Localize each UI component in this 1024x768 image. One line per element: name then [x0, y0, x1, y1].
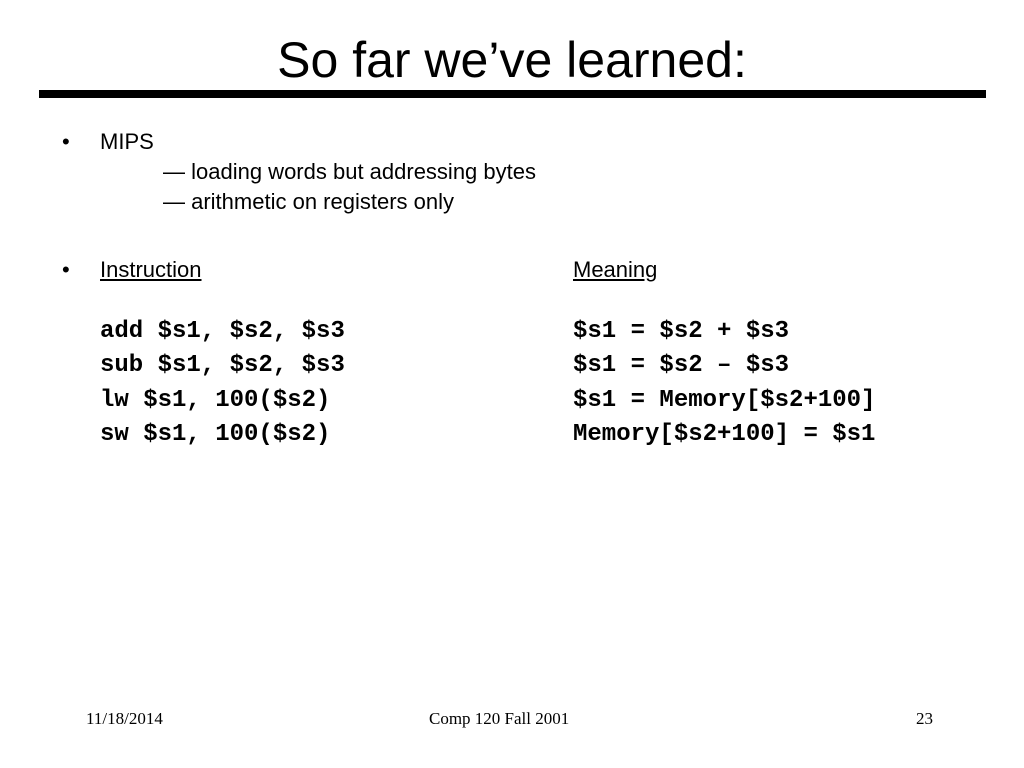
- footer-course: Comp 120 Fall 2001: [429, 709, 570, 728]
- meaning-column-header: Meaning: [573, 257, 658, 282]
- meaning-add: $s1 = $s2 + $s3: [573, 318, 790, 345]
- mips-subitem-loading: — loading words but addressing bytes: [163, 159, 536, 184]
- instruction-lw: lw $s1, 100($s2): [100, 387, 331, 414]
- title-divider: [39, 90, 986, 98]
- meaning-sub: $s1 = $s2 – $s3: [573, 352, 790, 379]
- instruction-column-header: Instruction: [100, 257, 202, 282]
- bullet-marker-mips: •: [62, 129, 70, 154]
- slide-title: So far we’ve learned:: [277, 32, 747, 88]
- footer-date: 11/18/2014: [86, 709, 163, 728]
- instruction-add: add $s1, $s2, $s3: [100, 318, 345, 345]
- instruction-sw: sw $s1, 100($s2): [100, 421, 331, 448]
- footer-page-number: 23: [916, 709, 933, 728]
- bullet-mips-label: MIPS: [100, 129, 154, 154]
- bullet-marker-instructions: •: [62, 257, 70, 282]
- meaning-lw: $s1 = Memory[$s2+100]: [573, 387, 876, 414]
- instruction-sub: sub $s1, $s2, $s3: [100, 352, 345, 379]
- mips-subitem-arithmetic: — arithmetic on registers only: [163, 189, 454, 214]
- meaning-sw: Memory[$s2+100] = $s1: [573, 421, 876, 448]
